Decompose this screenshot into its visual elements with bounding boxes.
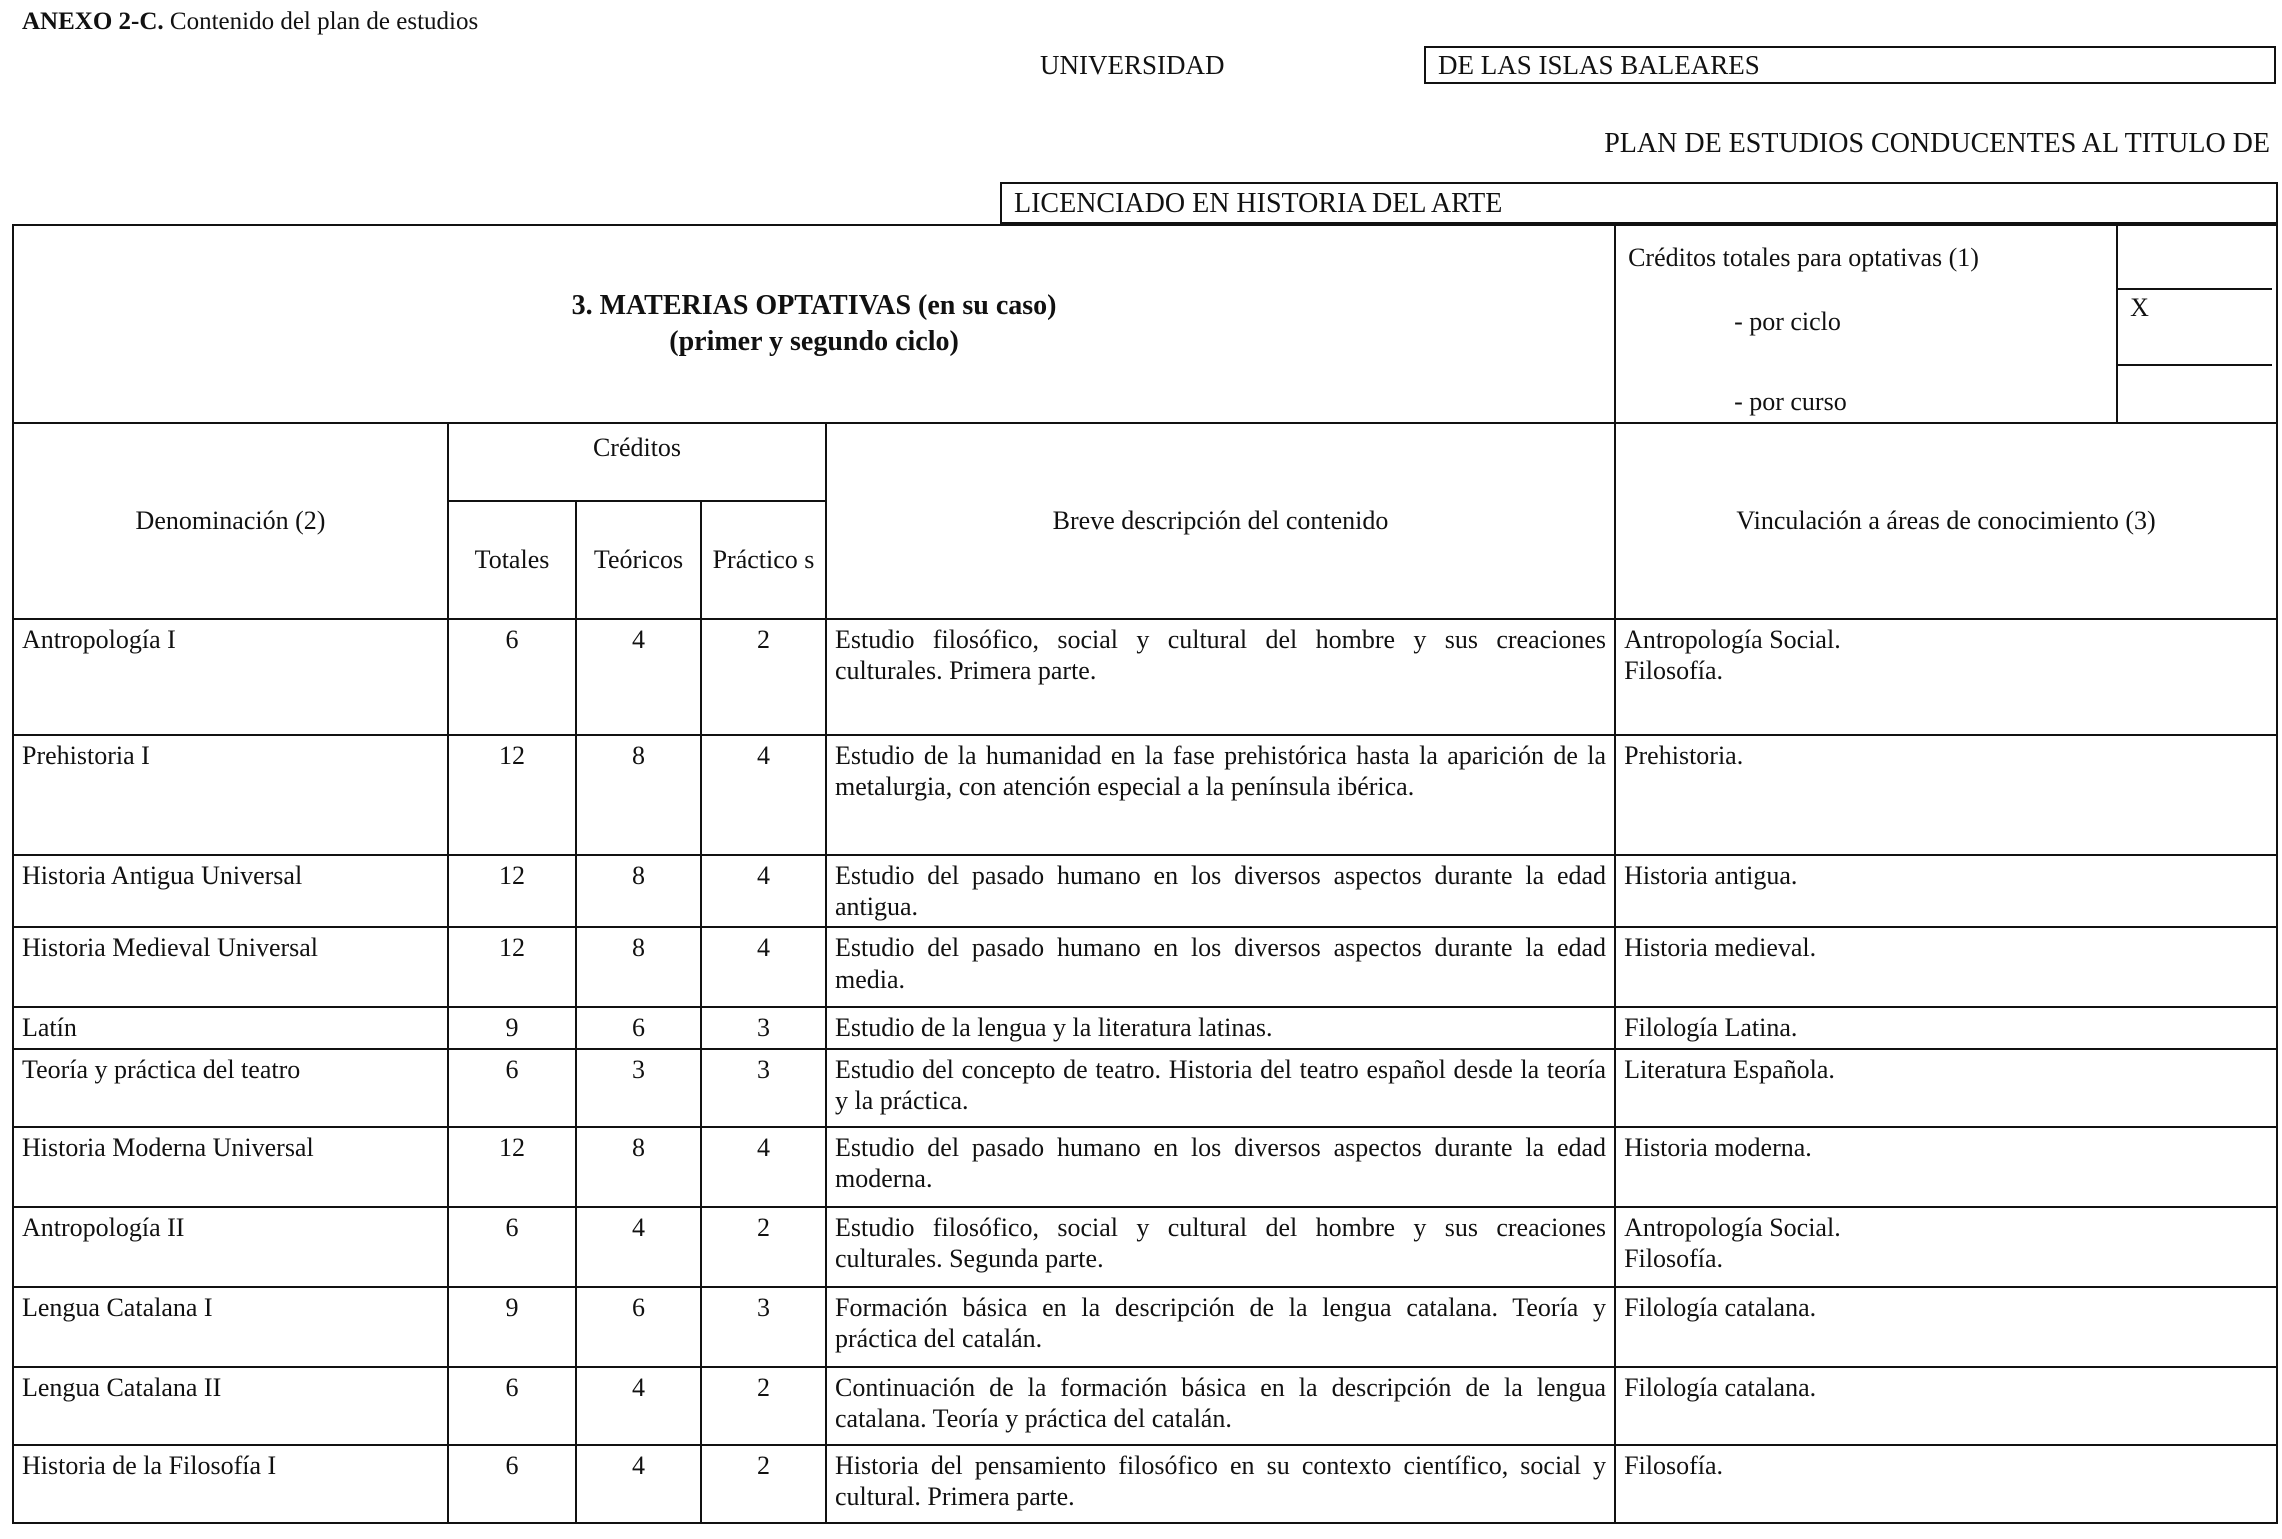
table-row xyxy=(13,1127,2277,1207)
knowledge-areas xyxy=(1615,1287,2277,1367)
credits-practice: 3 xyxy=(701,1287,826,1367)
knowledge-area: Filología catalana. xyxy=(1624,1372,1817,1402)
optional-subjects-table xyxy=(12,224,2278,1524)
knowledge-areas xyxy=(1615,1049,2277,1127)
university-value: DE LAS ISLAS BALEARES xyxy=(1424,46,2276,84)
credits-total: 6 xyxy=(448,619,576,735)
header-vinculacion: Vinculación a áreas de conocimiento (3) xyxy=(1615,423,2277,619)
table-row xyxy=(13,619,2277,735)
header-creditos: Créditos xyxy=(448,423,826,501)
content-description: Estudio del concepto de teatro. Historia del teatro español desde la teoría y la práctica. xyxy=(826,1049,1615,1127)
section-title: 3. MATERIAS OPTATIVAS (en su caso) xyxy=(571,289,1057,321)
credits-total: 6 xyxy=(448,1367,576,1445)
knowledge-areas xyxy=(1615,855,2277,927)
credits-total: 9 xyxy=(448,1007,576,1048)
section-title-cell xyxy=(13,225,1615,423)
content-description: Formación básica en la descripción de la lengua catalana. Teoría y práctica del catalán. xyxy=(826,1287,1615,1367)
subject-name: Historia Antigua Universal xyxy=(13,855,448,927)
knowledge-area: Filosofía. xyxy=(1624,1243,1724,1273)
knowledge-area: Filosofía. xyxy=(1624,1450,1724,1480)
subject-name: Historia Moderna Universal xyxy=(13,1127,448,1207)
column-header-row xyxy=(13,423,2277,501)
credits-practice: 2 xyxy=(701,1207,826,1287)
plan-title: PLAN DE ESTUDIOS CONDUCENTES AL TITULO DE xyxy=(1604,128,2270,159)
annex-heading xyxy=(22,8,478,36)
table-row xyxy=(13,1367,2277,1445)
credits-practice: 3 xyxy=(701,1049,826,1127)
credits-theory: 3 xyxy=(576,1049,701,1127)
content-description: Estudio del pasado humano en los diversos aspectos durante la edad media. xyxy=(826,927,1615,1007)
credits-total: 12 xyxy=(448,855,576,927)
knowledge-area: Prehistoria. xyxy=(1624,741,1744,770)
credits-total: 12 xyxy=(448,735,576,855)
credits-practice: 2 xyxy=(701,619,826,735)
credits-theory: 4 xyxy=(576,1445,701,1523)
content-description: Estudio de la humanidad en la fase prehistórica hasta la aparición de la metalurgia, con atención especial a la península ibérica. xyxy=(826,735,1615,855)
credits-theory: 6 xyxy=(576,1007,701,1048)
credits-theory: 8 xyxy=(576,735,701,855)
knowledge-area: Filología Latina. xyxy=(1624,1013,1798,1043)
credit-totals-cell xyxy=(1615,225,2277,423)
header-denominacion: Denominación (2) xyxy=(13,423,448,619)
credits-total: 12 xyxy=(448,1127,576,1207)
knowledge-area: Historia antigua. xyxy=(1624,861,1798,890)
header-totales: Totales xyxy=(448,501,576,619)
table-row xyxy=(13,855,2277,927)
knowledge-area: Antropología Social. xyxy=(1624,625,1841,654)
per-cycle-box xyxy=(2116,288,2272,366)
knowledge-areas xyxy=(1615,1367,2277,1445)
credits-total: 6 xyxy=(448,1445,576,1523)
knowledge-area: Literatura Española. xyxy=(1624,1054,1835,1084)
knowledge-areas xyxy=(1615,927,2277,1007)
header-teoricos: Teóricos xyxy=(576,501,701,619)
knowledge-area: Filosofía. xyxy=(1624,656,1724,686)
table-row xyxy=(13,1007,2277,1048)
table-row xyxy=(13,1287,2277,1367)
credits-practice: 4 xyxy=(701,1127,826,1207)
credits-practice: 4 xyxy=(701,927,826,1007)
subject-name: Historia de la Filosofía I xyxy=(13,1445,448,1523)
knowledge-areas xyxy=(1615,619,2277,735)
credit-totals-box xyxy=(2116,226,2272,290)
knowledge-area: Historia medieval. xyxy=(1624,933,1817,963)
credits-practice: 4 xyxy=(701,855,826,927)
subject-name: Antropología II xyxy=(13,1207,448,1287)
credits-total: 9 xyxy=(448,1287,576,1367)
credits-theory: 4 xyxy=(576,1367,701,1445)
credits-total: 12 xyxy=(448,927,576,1007)
table-row xyxy=(13,1207,2277,1287)
credits-theory: 8 xyxy=(576,927,701,1007)
university-label: UNIVERSIDAD xyxy=(1040,50,1225,80)
knowledge-area: Antropología Social. xyxy=(1624,1212,1841,1242)
credits-theory: 4 xyxy=(576,1207,701,1287)
content-description: Estudio filosófico, social y cultural del hombre y sus creaciones culturales. Primera parte. xyxy=(826,619,1615,735)
credits-theory: 4 xyxy=(576,619,701,735)
knowledge-areas xyxy=(1615,735,2277,855)
subject-name: Historia Medieval Universal xyxy=(13,927,448,1007)
credits-practice: 2 xyxy=(701,1367,826,1445)
knowledge-area: Filología catalana. xyxy=(1624,1292,1817,1322)
per-cycle-label: - por ciclo xyxy=(1734,307,1841,336)
subject-name: Prehistoria I xyxy=(13,735,448,855)
credits-theory: 6 xyxy=(576,1287,701,1367)
subject-name: Latín xyxy=(13,1007,448,1048)
table-row xyxy=(13,1049,2277,1127)
content-description: Estudio del pasado humano en los diversos aspectos durante la edad moderna. xyxy=(826,1127,1615,1207)
annex-text: Contenido del plan de estudios xyxy=(163,8,479,35)
per-year-label: - por curso xyxy=(1734,387,1847,416)
annex-label: ANEXO 2-C. xyxy=(22,8,164,35)
content-description: Historia del pensamiento filosófico en su contexto científico, social y cultural. Primera parte. xyxy=(826,1445,1615,1523)
per-cycle-value: X xyxy=(2130,293,2149,322)
header-practicos: Práctico s xyxy=(701,501,826,619)
subject-name: Antropología I xyxy=(13,619,448,735)
credits-practice: 4 xyxy=(701,735,826,855)
credit-totals-label: Créditos totales para optativas (1) xyxy=(1628,243,1979,272)
knowledge-areas xyxy=(1615,1445,2277,1523)
credits-theory: 8 xyxy=(576,855,701,927)
credits-practice: 2 xyxy=(701,1445,826,1523)
credits-total: 6 xyxy=(448,1207,576,1287)
credits-practice: 3 xyxy=(701,1007,826,1048)
knowledge-areas xyxy=(1615,1127,2277,1207)
content-description: Estudio de la lengua y la literatura latinas. xyxy=(826,1007,1615,1048)
table-row xyxy=(13,927,2277,1007)
table-row xyxy=(13,735,2277,855)
subject-name: Teoría y práctica del teatro xyxy=(13,1049,448,1127)
credits-theory: 8 xyxy=(576,1127,701,1207)
per-year-box xyxy=(2116,366,2272,424)
header-descripcion: Breve descripción del contenido xyxy=(826,423,1615,619)
credits-total: 6 xyxy=(448,1049,576,1127)
content-description: Continuación de la formación básica en la descripción de la lengua catalana. Teoría y práctica del catalán. xyxy=(826,1367,1615,1445)
knowledge-area: Historia moderna. xyxy=(1624,1132,1812,1162)
knowledge-areas xyxy=(1615,1207,2277,1287)
knowledge-areas xyxy=(1615,1007,2277,1048)
degree-title: LICENCIADO EN HISTORIA DEL ARTE xyxy=(1000,182,2278,224)
content-description: Estudio filosófico, social y cultural del hombre y sus creaciones culturales. Segunda parte. xyxy=(826,1207,1615,1287)
subject-name: Lengua Catalana II xyxy=(13,1367,448,1445)
table-row xyxy=(13,1445,2277,1523)
section-subtitle: (primer y segundo ciclo) xyxy=(669,326,959,357)
subject-name: Lengua Catalana I xyxy=(13,1287,448,1367)
content-description: Estudio del pasado humano en los diversos aspectos durante la edad antigua. xyxy=(826,855,1615,927)
section-header-row xyxy=(13,225,2277,423)
